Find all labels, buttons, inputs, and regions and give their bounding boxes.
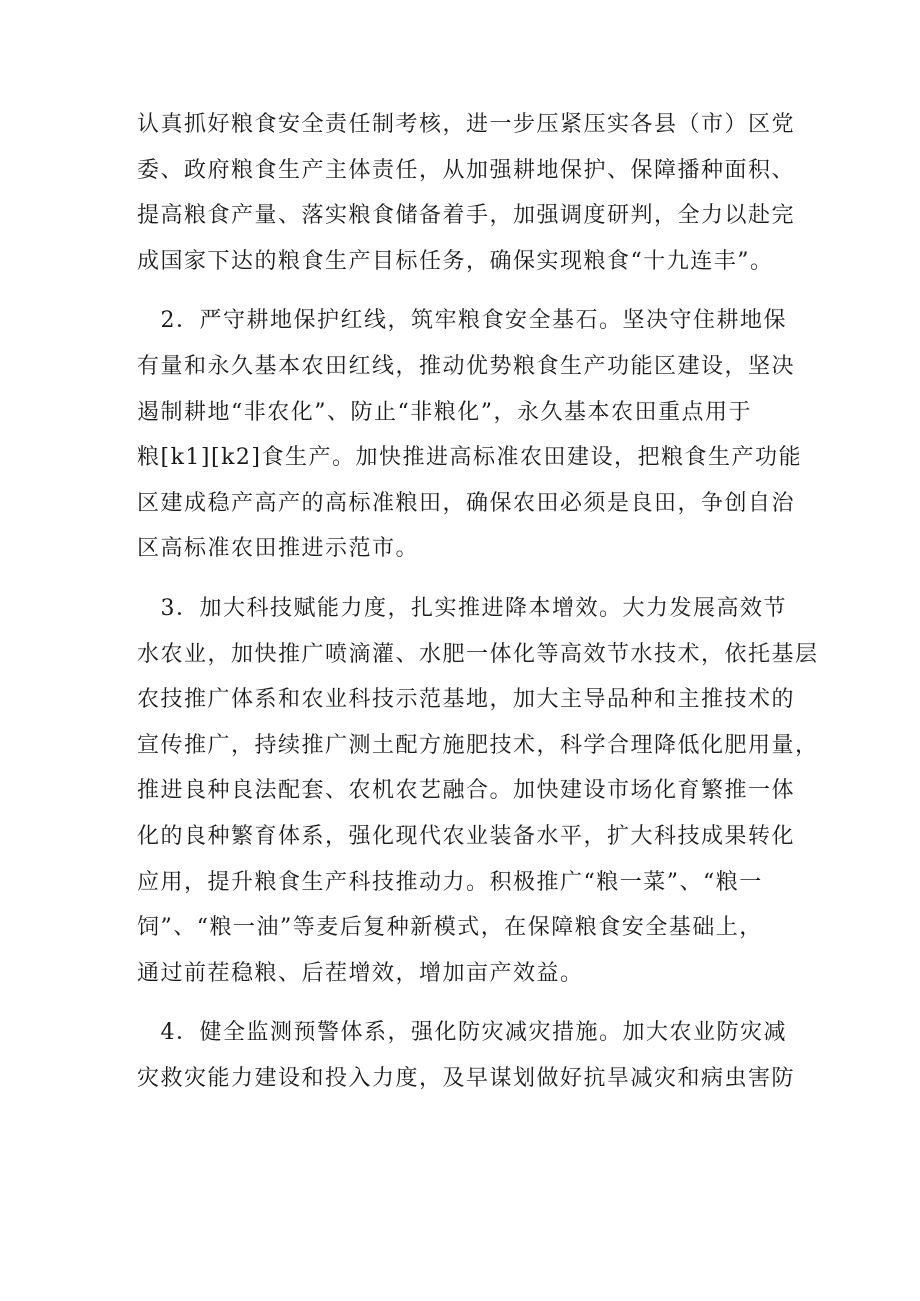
text-line: 区高标准农田推进示范市。 [137, 536, 420, 562]
text-line: 认真抓好粮食安全责任制考核，进一步压紧压实各县（市）区党 [137, 112, 796, 137]
text-line: 宣传推广，持续推广测土配方施肥技术，科学合理降低化肥用量， [137, 732, 819, 758]
text-line: 成国家下达的粮食生产目标任务，确保实现粮食“十九连丰”。 [137, 248, 774, 274]
text-line: 2．严守耕地保护红线，筑牢粮食安全基石。坚决守住耕地保 [137, 308, 787, 334]
text-line: 有量和永久基本农田红线，推动优势粮食生产功能区建设，坚决 [137, 353, 796, 379]
text-line: 区建成稳产高产的高标准粮田，确保农田必须是良田，争创自治 [137, 490, 796, 516]
paragraph-3 [137, 586, 819, 996]
text-line: 农技推广体系和农业科技示范基地，加大主导品种和主推技术的 [137, 687, 796, 713]
paragraph-2 [137, 298, 802, 572]
text-line: 提高粮食产量、落实粮食储备着手，加强调度研判，全力以赴完 [137, 203, 796, 229]
text-line: 化的良种繁育体系，强化现代农业装备水平，扩大科技成果转化 [137, 823, 796, 849]
text-line: 水农业，加快推广喷滴灌、水肥一体化等高效节水技术，依托基层 [137, 641, 819, 667]
text-line: 通过前茬稳粮、后茬增效，增加亩产效益。 [137, 960, 584, 986]
text-line: 粮[k1][k2]食生产。加快推进高标准农田建设，把粮食生产功能 [137, 445, 802, 471]
text-line: 遏制耕地“非农化”、防止“非粮化”，永久基本农田重点用于 [137, 399, 752, 425]
document-body [137, 102, 819, 1101]
text-line: 3．加大科技赋能力度，扎实推进降本增效。大力发展高效节 [137, 595, 787, 621]
text-line: 饲”、“粮一油”等麦后复种新模式，在保障粮食安全基础上， [137, 915, 763, 941]
text-line: 委、政府粮食生产主体责任，从加强耕地保护、保障播种面积、 [137, 157, 796, 183]
text-line: 推进良种良法配套、农机农艺融合。加快建设市场化育繁推一体 [137, 778, 796, 804]
text-line: 灾救灾能力建设和投入力度，及早谋划做好抗旱减灾和病虫害防 [137, 1065, 796, 1091]
text-line: 应用，提升粮食生产科技推动力。积极推广“粮一菜”、“粮一 [137, 869, 763, 895]
paragraph-1 [137, 102, 797, 284]
text-line: 4．健全监测预警体系，强化防灾减灾措施。加大农业防灾减 [137, 1020, 787, 1046]
paragraph-4 [137, 1010, 797, 1101]
